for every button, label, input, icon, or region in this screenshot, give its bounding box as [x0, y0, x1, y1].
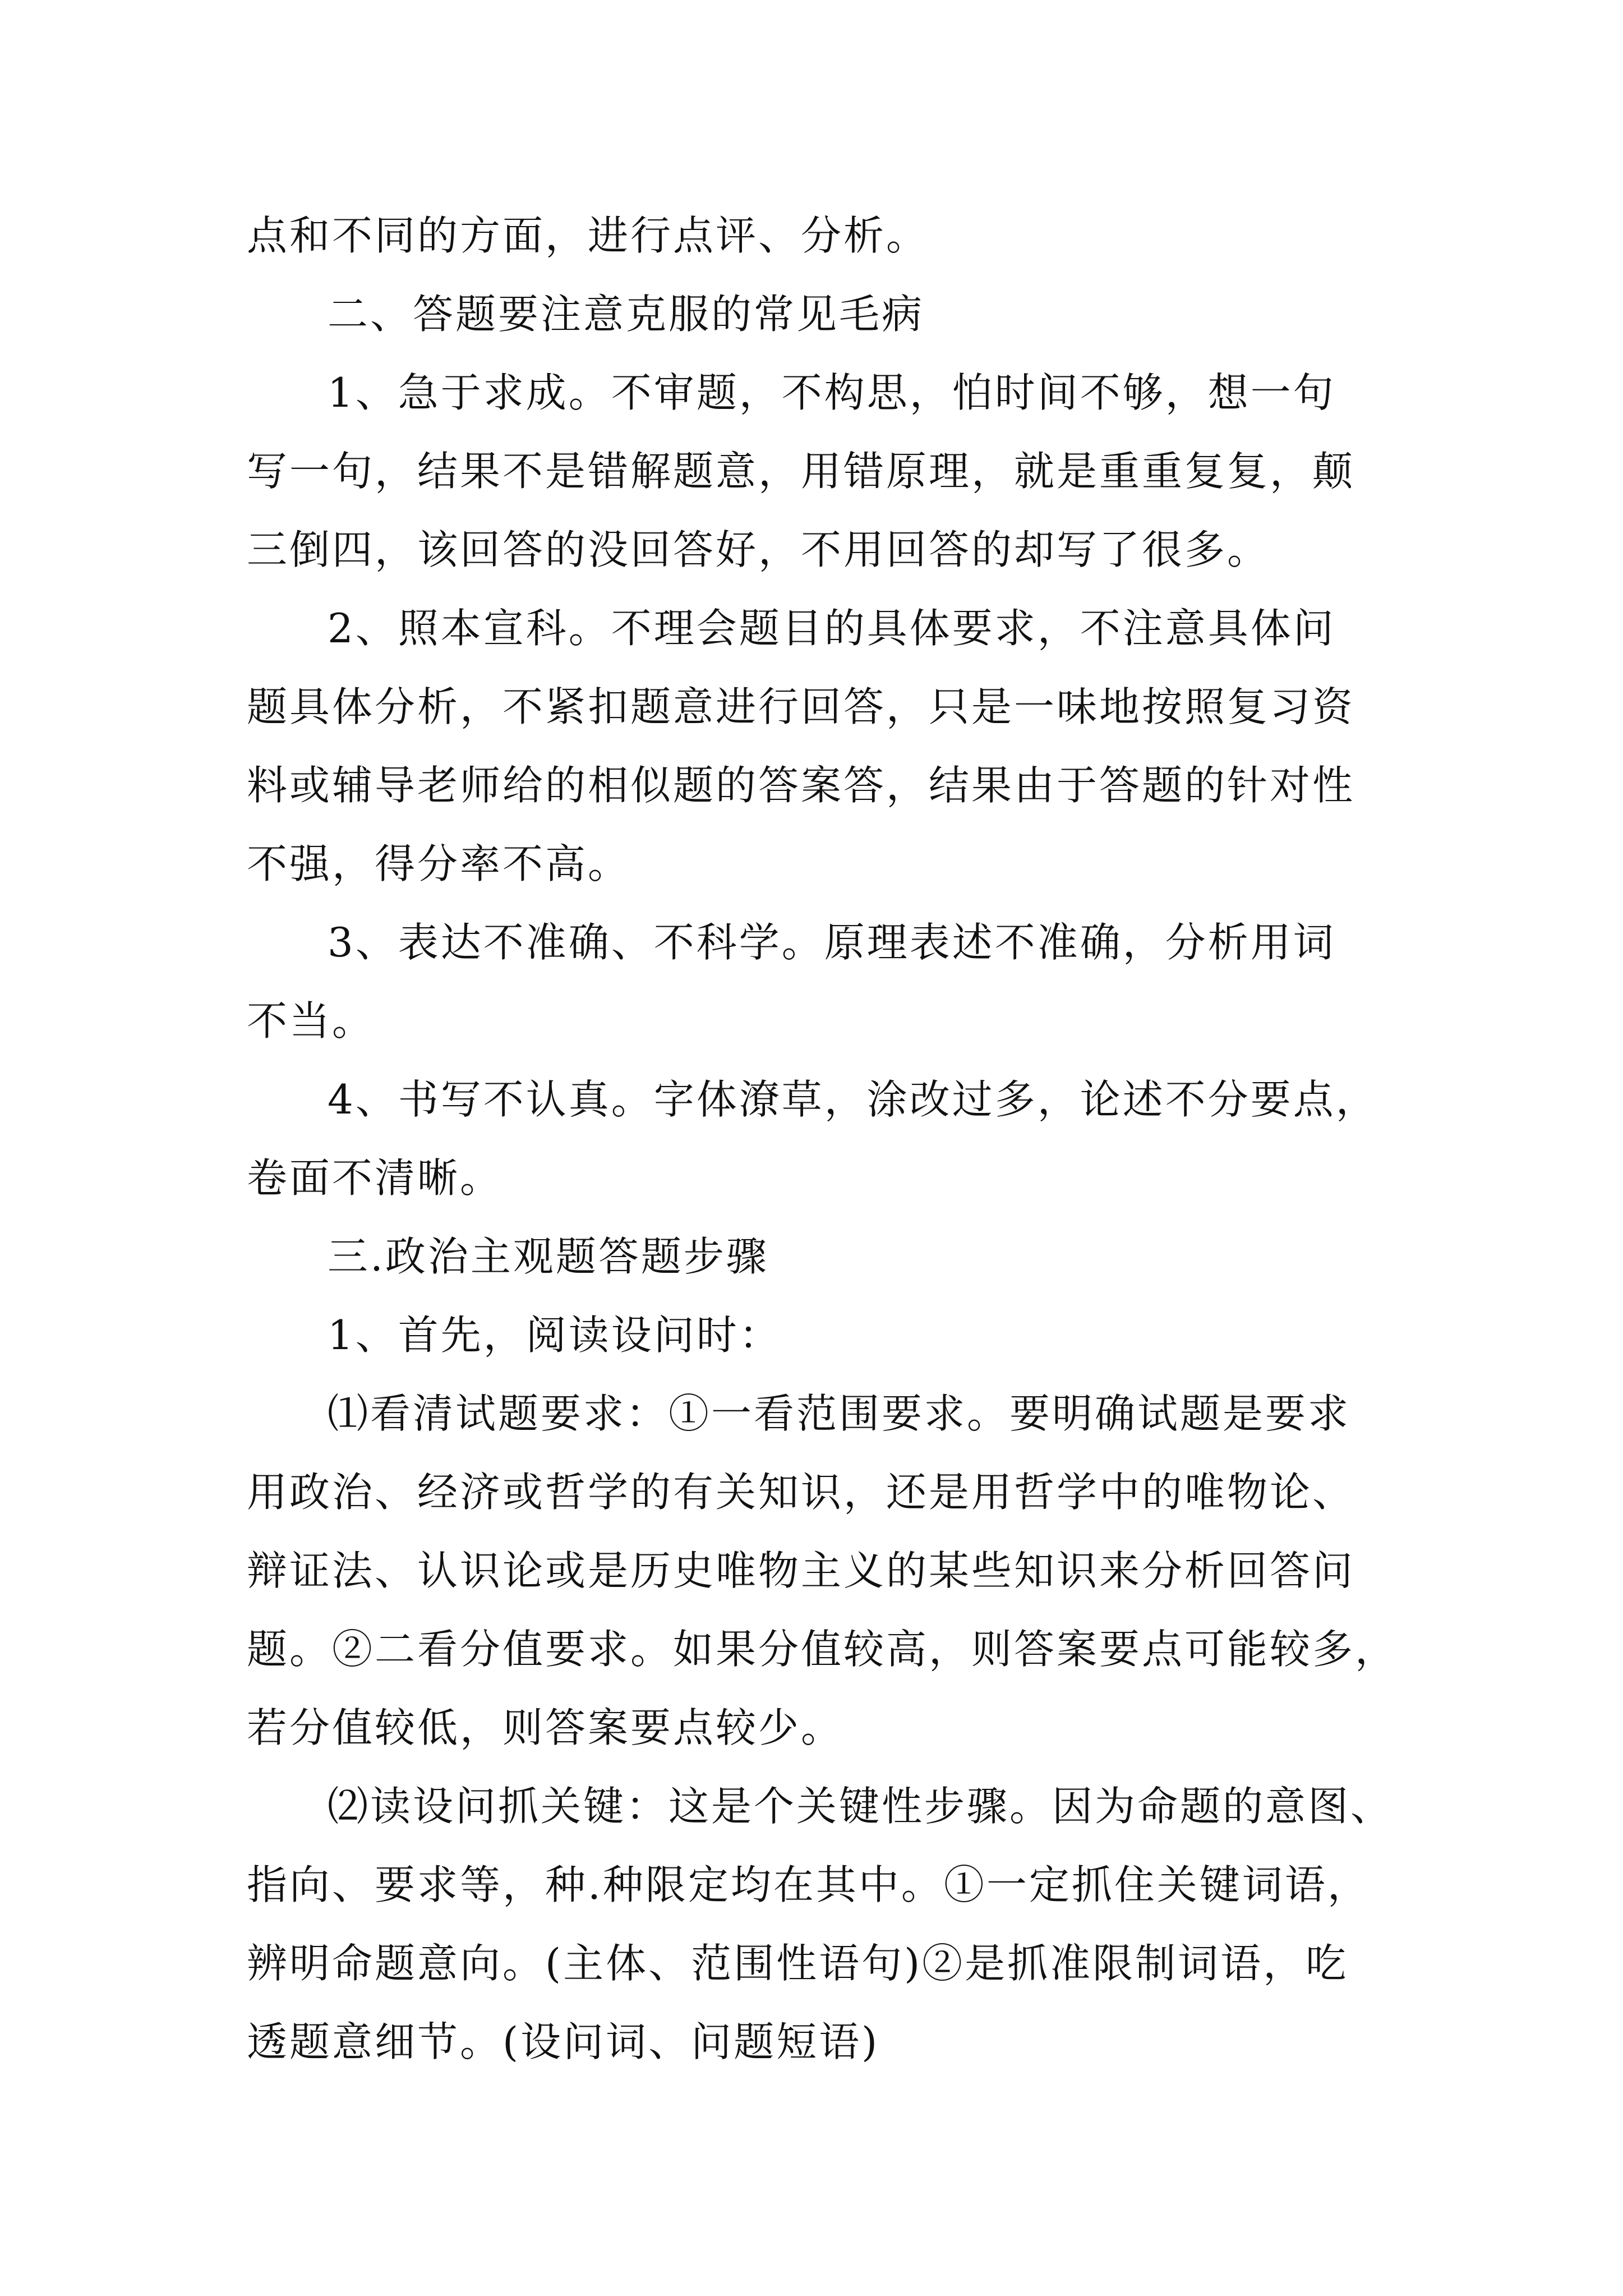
text-line: 题。②二看分值要求。如果分值较高，则答案要点可能较多，: [247, 1626, 1398, 1673]
text-line: 1、首先，阅读设问时：: [328, 1312, 782, 1359]
text-line: 若分值较低，则答案要点较少。: [247, 1704, 844, 1751]
text-line: 料或辅导老师给的相似题的答案答，结果由于答题的针对性: [247, 762, 1355, 809]
text-line: 不强，得分率不高。: [247, 840, 631, 887]
text-line: 透题意细节。(设问词、问题短语): [247, 2018, 880, 2065]
text-line: 写一句，结果不是错解题意，用错原理，就是重重复复，颠: [247, 448, 1355, 495]
text-line: 不当。: [247, 997, 375, 1045]
text-line: 用政治、经济或哲学的有关知识，还是用哲学中的唯物论、: [247, 1469, 1355, 1516]
text-line: 题具体分析，不紧扣题意进行回答，只是一味地按照复习资: [247, 683, 1355, 730]
text-line: 2、照本宣科。不理会题目的具体要求，不注意具体问: [328, 605, 1336, 652]
text-line: 4、书写不认真。字体潦草，涂改过多，论述不分要点，: [328, 1076, 1378, 1123]
text-line: 三倒四，该回答的没回答好，不用回答的却写了很多。: [247, 526, 1270, 573]
text-line: ⑵读设问抓关键：这是个关键性步骤。因为命题的意图、: [328, 1783, 1394, 1830]
text-line: 辩证法、认识论或是历史唯物主义的某些知识来分析回答问: [247, 1547, 1355, 1594]
text-line: ⑴看清试题要求：①一看范围要求。要明确试题是要求: [328, 1390, 1351, 1437]
document-body: [247, 196, 1398, 2081]
section-heading: 二、答题要注意克服的常见毛病: [328, 291, 925, 338]
text-line: 点和不同的方面，进行点评、分析。: [247, 212, 929, 259]
text-line: 3、表达不准确、不科学。原理表述不准确，分析用词: [328, 919, 1336, 966]
section-heading: 三.政治主观题答题步骤: [328, 1233, 769, 1280]
text-line: 辨明命题意向。(主体、范围性语句)②是抓准限制词语，吃: [247, 1940, 1349, 1987]
text-line: 指向、要求等，种.种限定均在其中。①一定抓住关键词语，: [247, 1861, 1370, 1908]
text-line: 卷面不清晰。: [247, 1154, 503, 1202]
text-line: 1、急于求成。不审题，不构思，怕时间不够，想一句: [328, 369, 1336, 416]
